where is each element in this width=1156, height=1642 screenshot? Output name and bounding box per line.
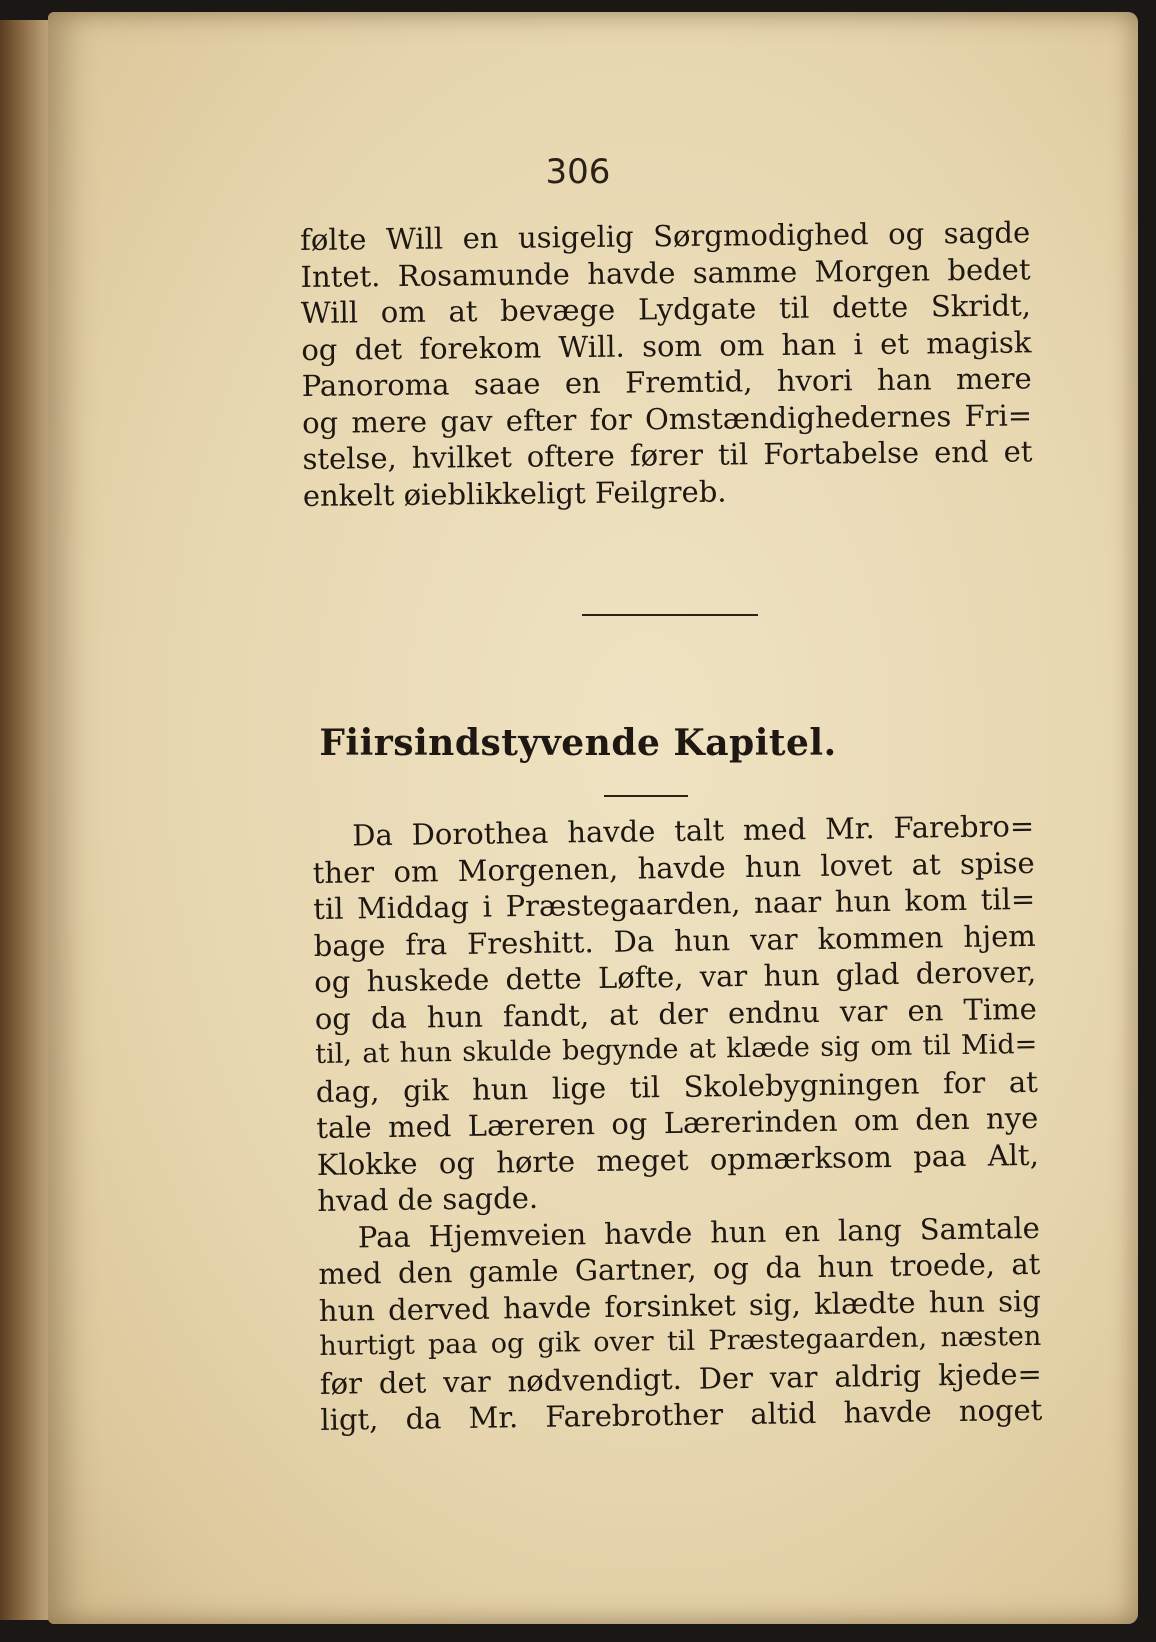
text-line: dag, gik hun lige til Skolebygningen for at xyxy=(315,1064,1038,1109)
text-line: og huskede dette Løfte, var hun glad derover, xyxy=(314,954,1037,999)
text-line: enkelt øieblikkeligt Feilgreb. xyxy=(302,474,727,513)
section-divider xyxy=(582,614,758,616)
text-line: Da Dorothea havde talt med Mr. Farebro= xyxy=(352,808,1035,853)
text-line: ligt, da Mr. Farebrother altid havde noget xyxy=(320,1392,1043,1437)
chapter-underline xyxy=(604,795,688,797)
text-line: og da hun fandt, at der endnu var en Time xyxy=(314,991,1037,1036)
chapter-title: Fiirsindstyvende Kapitel. xyxy=(319,722,837,764)
chapter-body xyxy=(312,808,1043,1439)
text-line: Intet. Rosamunde havde samme Morgen bedet xyxy=(300,251,1031,294)
text-line: før det var nødvendigt. Der var aldrig kjede= xyxy=(319,1356,1043,1401)
paragraph-continued xyxy=(300,214,1033,514)
text-line: tale med Læreren og Lærerinden om den nye xyxy=(316,1100,1039,1145)
text-line: til Middag i Præstegaarden, naar hun kom til= xyxy=(313,881,1036,926)
text-line: ther om Morgenen, havde hun lovet at spise xyxy=(312,845,1035,890)
text-line: hurtigt paa og gik over til Præstegaarden, næsten xyxy=(319,1320,1042,1362)
text-line: med den gamle Gartner, og da hun troede, at xyxy=(318,1246,1041,1291)
text-line: bage fra Freshitt. Da hun var kommen hjem xyxy=(313,918,1036,963)
text-line: og mere gav efter for Omstændighedernes Fri= xyxy=(301,397,1033,440)
text-line: til, at hun skulde begynde at klæde sig om til Mid= xyxy=(315,1028,1038,1070)
text-line: Klokke og hørte meget opmærksom paa Alt, xyxy=(316,1137,1040,1182)
text-line: og det forekom Will. som om han i et magisk xyxy=(301,324,1032,367)
text-line: Panoroma saae en Fremtid, hvori han mere xyxy=(301,361,1032,403)
text-line: stelse, hvilket oftere fører til Fortabelse end et xyxy=(302,434,1033,476)
page-number: 306 xyxy=(545,152,611,192)
text-line: hvad de sagde. xyxy=(317,1180,539,1218)
text-line: følte Will en usigelig Sørgmodighed og sagde xyxy=(300,215,1031,257)
text-line: hun derved havde forsinket sig, klædte hun sig xyxy=(318,1283,1042,1328)
text-line: Paa Hjemveien havde hun en lang Samtale xyxy=(357,1210,1041,1254)
text-line: Will om at bevæge Lydgate til dette Skridt, xyxy=(300,288,1032,330)
